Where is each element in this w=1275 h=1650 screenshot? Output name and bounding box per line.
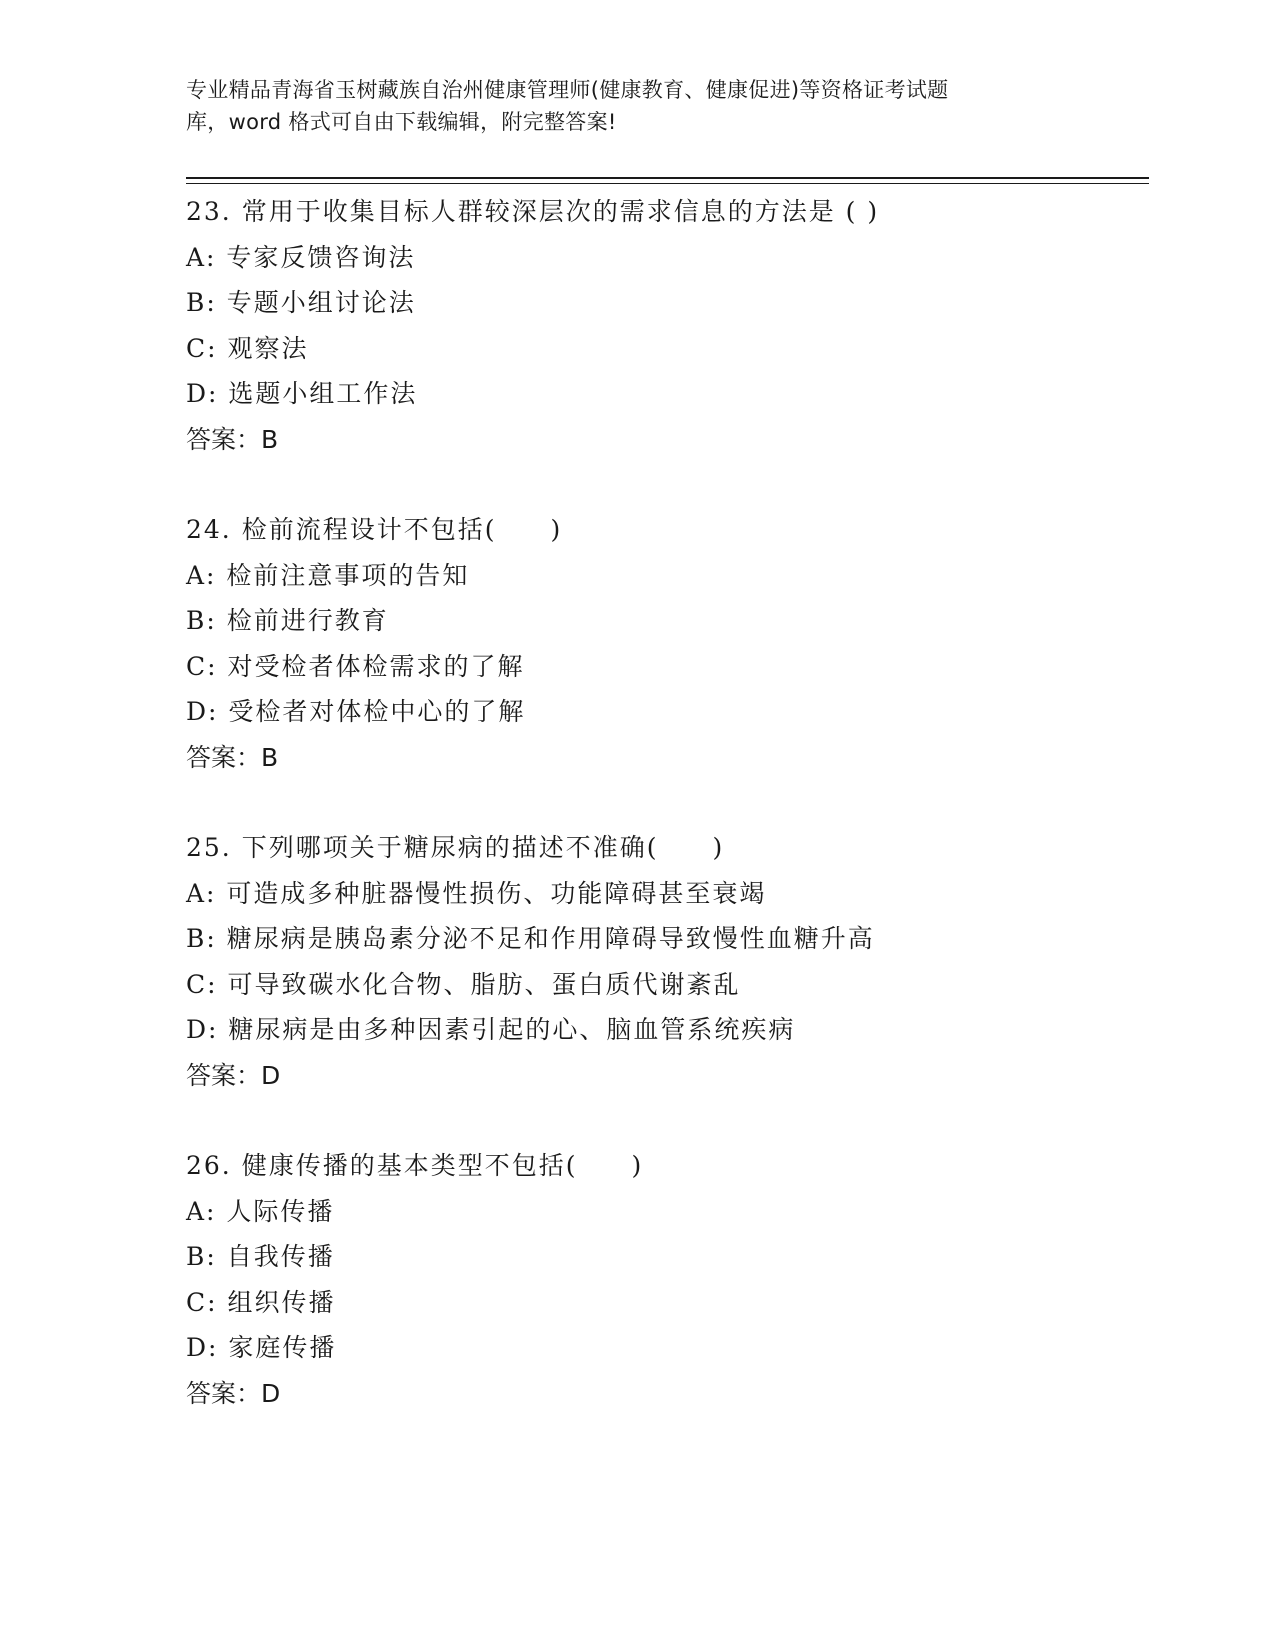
option-a: A: 检前注意事项的告知: [186, 560, 470, 590]
question-stem: 23. 常用于收集目标人群较深层次的需求信息的方法是 ( ): [186, 197, 880, 226]
question-23: [186, 189, 1166, 462]
question-26: [186, 1143, 1166, 1416]
option-c: C: 对受检者体检需求的了解: [186, 651, 525, 681]
option-a: A: 专家反馈咨询法: [186, 242, 416, 272]
header-line-2: 库，word 格式可自由下载编辑，附完整答案!: [186, 110, 617, 134]
option-a: A: 人际传播: [186, 1196, 335, 1226]
question-stem: 26. 健康传播的基本类型不包括( ): [186, 1151, 644, 1180]
answer: 答案：B: [186, 424, 279, 454]
header-line-1: 专业精品青海省玉树藏族自治州健康管理师(健康教育、健康促进)等资格证考试题: [186, 78, 949, 102]
option-d: D: 选题小组工作法: [186, 379, 418, 408]
document-header: [186, 74, 1086, 138]
option-b: B: 专题小组讨论法: [186, 288, 416, 317]
question-25: [186, 825, 1166, 1098]
option-d: D: 糖尿病是由多种因素引起的心、脑血管系统疾病: [186, 1015, 796, 1044]
question-stem: 25. 下列哪项关于糖尿病的描述不准确( ): [186, 833, 725, 862]
option-b: B: 糖尿病是胰岛素分泌不足和作用障碍导致慢性血糖升高: [186, 924, 875, 953]
header-divider-thin: [186, 183, 1149, 184]
option-c: C: 观察法: [186, 333, 309, 363]
option-b: B: 检前进行教育: [186, 606, 389, 635]
option-c: C: 可导致碳水化合物、脂肪、蛋白质代谢紊乱: [186, 969, 741, 999]
option-d: D: 受检者对体检中心的了解: [186, 697, 526, 726]
answer: 答案：D: [186, 1378, 281, 1408]
answer: 答案：D: [186, 1060, 281, 1090]
question-list: [186, 189, 1166, 1461]
answer: 答案：B: [186, 742, 279, 772]
option-c: C: 组织传播: [186, 1287, 336, 1317]
option-a: A: 可造成多种脏器慢性损伤、功能障碍甚至衰竭: [186, 878, 767, 908]
header-divider-thick: [186, 177, 1149, 179]
question-24: [186, 507, 1166, 780]
option-d: D: 家庭传播: [186, 1333, 337, 1362]
question-stem: 24. 检前流程设计不包括( ): [186, 515, 563, 544]
option-b: B: 自我传播: [186, 1242, 335, 1271]
